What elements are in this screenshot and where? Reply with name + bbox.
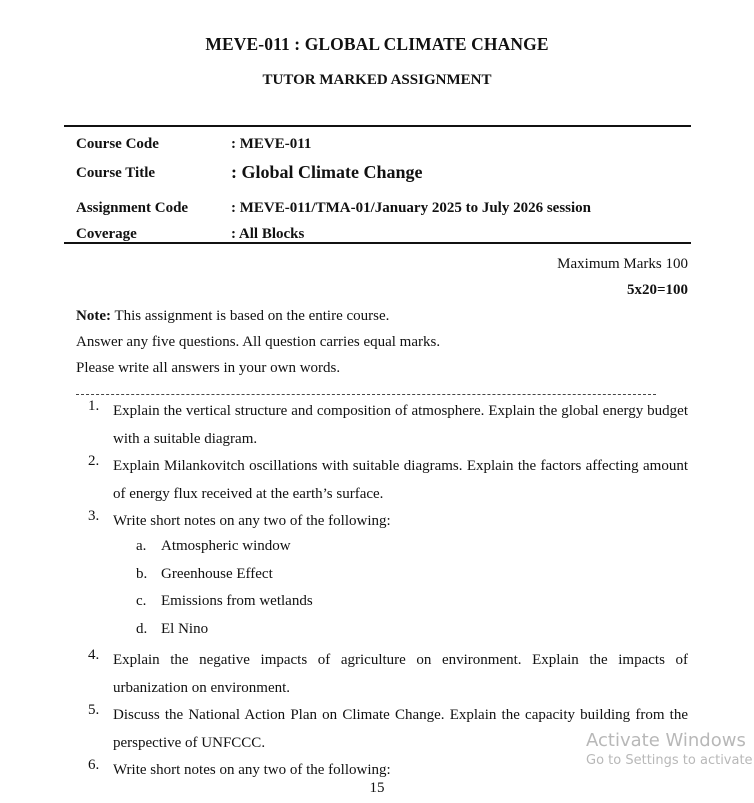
question-4 xyxy=(76,647,688,702)
meta-label: Course Code xyxy=(76,136,159,152)
sub-item xyxy=(136,593,313,610)
maximum-marks: Maximum Marks 100 xyxy=(557,256,688,272)
note-text: This assignment is based on the entire course. xyxy=(110,308,390,324)
meta-value: : Global Climate Change xyxy=(231,162,423,182)
sub-item-letter: c. xyxy=(136,593,147,609)
note-line-2: Answer any five questions. All question carries equal marks. xyxy=(76,334,441,350)
question-number: 1. xyxy=(88,398,100,414)
question-number: 4. xyxy=(88,647,100,663)
meta-label: Assignment Code xyxy=(76,200,189,216)
question-2 xyxy=(76,453,688,508)
question-number: 5. xyxy=(88,702,100,718)
note-line-3: Please write all answers in your own words. xyxy=(76,360,341,376)
meta-value: : MEVE-011 xyxy=(231,136,312,152)
sub-item-letter: b. xyxy=(136,566,148,582)
question-text: Discuss the National Action Plan on Climate Change. Explain the capacity building from the perspective of UNFCCC. xyxy=(113,707,688,751)
question-number: 3. xyxy=(88,508,100,524)
top-rule xyxy=(64,125,691,127)
meta-value: : All Blocks xyxy=(231,226,305,242)
question-text: Write short notes on any two of the following: xyxy=(113,762,391,778)
question-text: Explain the vertical structure and composition of atmosphere. Explain the global energy budget with a suitable diagram. xyxy=(113,403,688,447)
note-label: Note: xyxy=(76,308,111,324)
question-text: Write short notes on any two of the following: xyxy=(113,513,391,529)
question-number: 6. xyxy=(88,757,100,773)
document-title: MEVE-011 : GLOBAL CLIMATE CHANGE xyxy=(205,34,549,54)
meta-value: : MEVE-011/TMA-01/January 2025 to July 2026 session xyxy=(231,200,592,216)
question-text: Explain the negative impacts of agriculture on environment. Explain the impacts of urbanization on environment. xyxy=(113,652,688,696)
sub-item xyxy=(136,621,208,638)
dashed-separator xyxy=(76,394,656,395)
watermark-title: Activate Windows xyxy=(586,730,746,751)
sub-item-text: Greenhouse Effect xyxy=(161,566,273,582)
meta-label: Course Title xyxy=(76,165,156,181)
watermark-subtitle: Go to Settings to activate xyxy=(586,753,753,768)
page-number: 15 xyxy=(369,780,385,796)
sub-item-letter: a. xyxy=(136,538,147,554)
question-3 xyxy=(76,508,688,536)
sub-item-letter: d. xyxy=(136,621,148,637)
sub-item-text: El Nino xyxy=(161,621,209,637)
note-line-1 xyxy=(76,308,389,325)
question-1 xyxy=(76,398,688,453)
meta-label: Coverage xyxy=(76,226,137,242)
marks-split: 5x20=100 xyxy=(626,282,688,298)
question-number: 2. xyxy=(88,453,100,469)
sub-item xyxy=(136,566,273,583)
sub-item-text: Emissions from wetlands xyxy=(161,593,313,609)
bottom-rule xyxy=(64,242,691,244)
activation-watermark xyxy=(586,730,753,768)
sub-item-text: Atmospheric window xyxy=(161,538,291,554)
document-subtitle: TUTOR MARKED ASSIGNMENT xyxy=(262,72,492,88)
question-text: Explain Milankovitch oscillations with suitable diagrams. Explain the factors affecting amount of energy flux received at the earth’s surface. xyxy=(113,458,688,502)
sub-item xyxy=(136,538,291,555)
